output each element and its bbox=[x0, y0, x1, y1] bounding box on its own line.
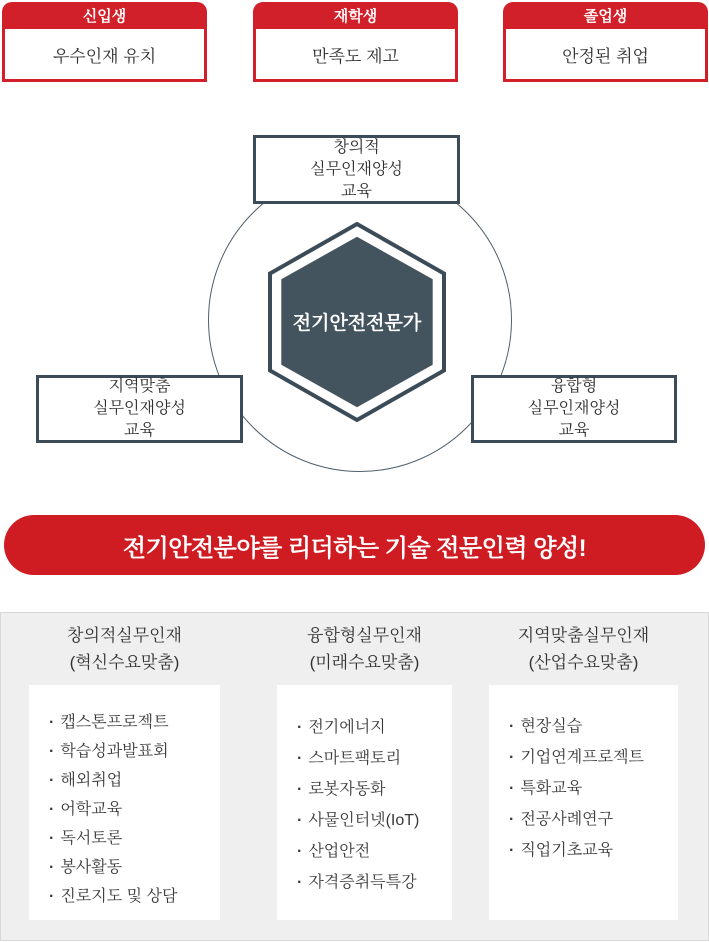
list-item-label: 어학교육 bbox=[60, 801, 123, 818]
list-item bbox=[49, 708, 214, 737]
bullet-icon: · bbox=[509, 842, 515, 859]
list-item-label: 해외취업 bbox=[60, 772, 123, 789]
list-item-label: 캡스톤프로젝트 bbox=[60, 714, 169, 731]
bullet-icon: · bbox=[49, 801, 55, 818]
list-item bbox=[49, 766, 214, 795]
bullet-icon: · bbox=[297, 874, 303, 891]
card-freshmen-body: 우수인재 유치 bbox=[2, 29, 207, 82]
list-item bbox=[297, 836, 446, 867]
diagram-box-regional-line2: 실무인재양성 bbox=[93, 400, 186, 417]
list-item-label: 현장실습 bbox=[520, 718, 583, 735]
list-item-label: 전공사례연구 bbox=[520, 811, 614, 828]
list-item bbox=[509, 835, 672, 866]
list-item bbox=[49, 737, 214, 766]
diagram-box-regional-line1: 지역맞춤 bbox=[108, 378, 171, 395]
diagram-box-creative-line3: 교육 bbox=[341, 182, 372, 200]
bullet-icon: · bbox=[509, 811, 515, 828]
bullet-icon: · bbox=[297, 719, 303, 736]
diagram-box-convergence-line3: 교육 bbox=[558, 422, 590, 439]
column-title-creative bbox=[29, 622, 220, 676]
list-item bbox=[297, 867, 446, 898]
list-item bbox=[509, 711, 672, 742]
program-list-regional bbox=[489, 685, 678, 920]
column-title-regional-sub: (산업수요맞춤) bbox=[528, 653, 639, 672]
list-item-label: 산업안전 bbox=[308, 843, 371, 860]
card-graduates bbox=[503, 2, 708, 79]
list-item bbox=[297, 774, 446, 805]
diagram-box-creative-line2: 실무인재양성 bbox=[310, 160, 403, 178]
list-item-label: 봉사활동 bbox=[60, 859, 123, 876]
card-graduates-header: 졸업생 bbox=[503, 2, 708, 29]
hexagon-center-label: 전기안전전문가 bbox=[292, 313, 422, 334]
diagram-box-convergence bbox=[471, 375, 677, 443]
hexagon-icon bbox=[267, 222, 447, 422]
program-list-convergence bbox=[277, 685, 452, 920]
list-item-label: 독서토론 bbox=[60, 830, 123, 847]
bullet-icon: · bbox=[49, 772, 55, 789]
card-freshmen-header: 신입생 bbox=[2, 2, 207, 29]
list-item bbox=[509, 804, 672, 835]
list-item-label: 로봇자동화 bbox=[308, 781, 386, 798]
diagram-box-regional bbox=[36, 375, 243, 443]
bullet-icon: · bbox=[49, 743, 55, 760]
diagram-box-creative-line1: 창의적 bbox=[333, 138, 380, 156]
bullet-icon: · bbox=[49, 859, 55, 876]
bullet-icon: · bbox=[509, 780, 515, 797]
slogan-banner: 전기안전분야를 리더하는 기술 전문인력 양성! bbox=[4, 515, 705, 575]
list-item bbox=[49, 824, 214, 853]
list-item-label: 사물인터넷(IoT) bbox=[308, 812, 420, 829]
bullet-icon: · bbox=[49, 888, 55, 905]
list-item bbox=[297, 712, 446, 743]
list-item bbox=[509, 742, 672, 773]
card-enrolled-body: 만족도 제고 bbox=[253, 29, 458, 82]
list-item bbox=[297, 805, 446, 836]
bullet-icon: · bbox=[297, 812, 303, 829]
column-title-regional-main: 지역맞춤실무인재 bbox=[517, 626, 650, 645]
bullet-icon: · bbox=[509, 749, 515, 766]
column-title-convergence bbox=[277, 622, 452, 676]
card-graduates-body: 안정된 취업 bbox=[503, 29, 708, 82]
list-item-label: 기업연계프로젝트 bbox=[520, 749, 644, 766]
list-item-label: 스마트팩토리 bbox=[308, 750, 402, 767]
list-item-label: 자격증취득특강 bbox=[308, 874, 417, 891]
diagram-box-convergence-line2: 실무인재양성 bbox=[527, 400, 621, 417]
list-item bbox=[49, 853, 214, 882]
card-enrolled-header: 재학생 bbox=[253, 2, 458, 29]
bullet-icon: · bbox=[297, 781, 303, 798]
bullet-icon: · bbox=[509, 718, 515, 735]
column-title-convergence-main: 융합형실무인재 bbox=[307, 626, 422, 645]
card-enrolled bbox=[253, 2, 458, 79]
list-item bbox=[509, 773, 672, 804]
card-freshmen bbox=[2, 2, 207, 79]
list-item bbox=[49, 882, 214, 911]
bullet-icon: · bbox=[297, 843, 303, 860]
list-item-label: 직업기초교육 bbox=[520, 842, 614, 859]
bullet-icon: · bbox=[49, 830, 55, 847]
list-item-label: 전기에너지 bbox=[308, 719, 386, 736]
diagram-box-creative bbox=[253, 135, 460, 204]
column-title-convergence-sub: (미래수요맞춤) bbox=[309, 653, 420, 672]
list-item bbox=[49, 795, 214, 824]
list-item-label: 학습성과발표회 bbox=[60, 743, 169, 760]
column-title-regional bbox=[489, 622, 678, 676]
program-list-creative bbox=[29, 685, 220, 920]
column-title-creative-sub: (혁신수요맞춤) bbox=[69, 653, 180, 672]
diagram-box-regional-line3: 교육 bbox=[124, 422, 155, 439]
list-item-label: 진로지도 및 상담 bbox=[60, 888, 178, 905]
list-item-label: 특화교육 bbox=[520, 780, 583, 797]
diagram-box-convergence-line1: 융합형 bbox=[550, 378, 598, 395]
column-title-creative-main: 창의적실무인재 bbox=[67, 626, 182, 645]
bullet-icon: · bbox=[297, 750, 303, 767]
list-item bbox=[297, 743, 446, 774]
bullet-icon: · bbox=[49, 714, 55, 731]
